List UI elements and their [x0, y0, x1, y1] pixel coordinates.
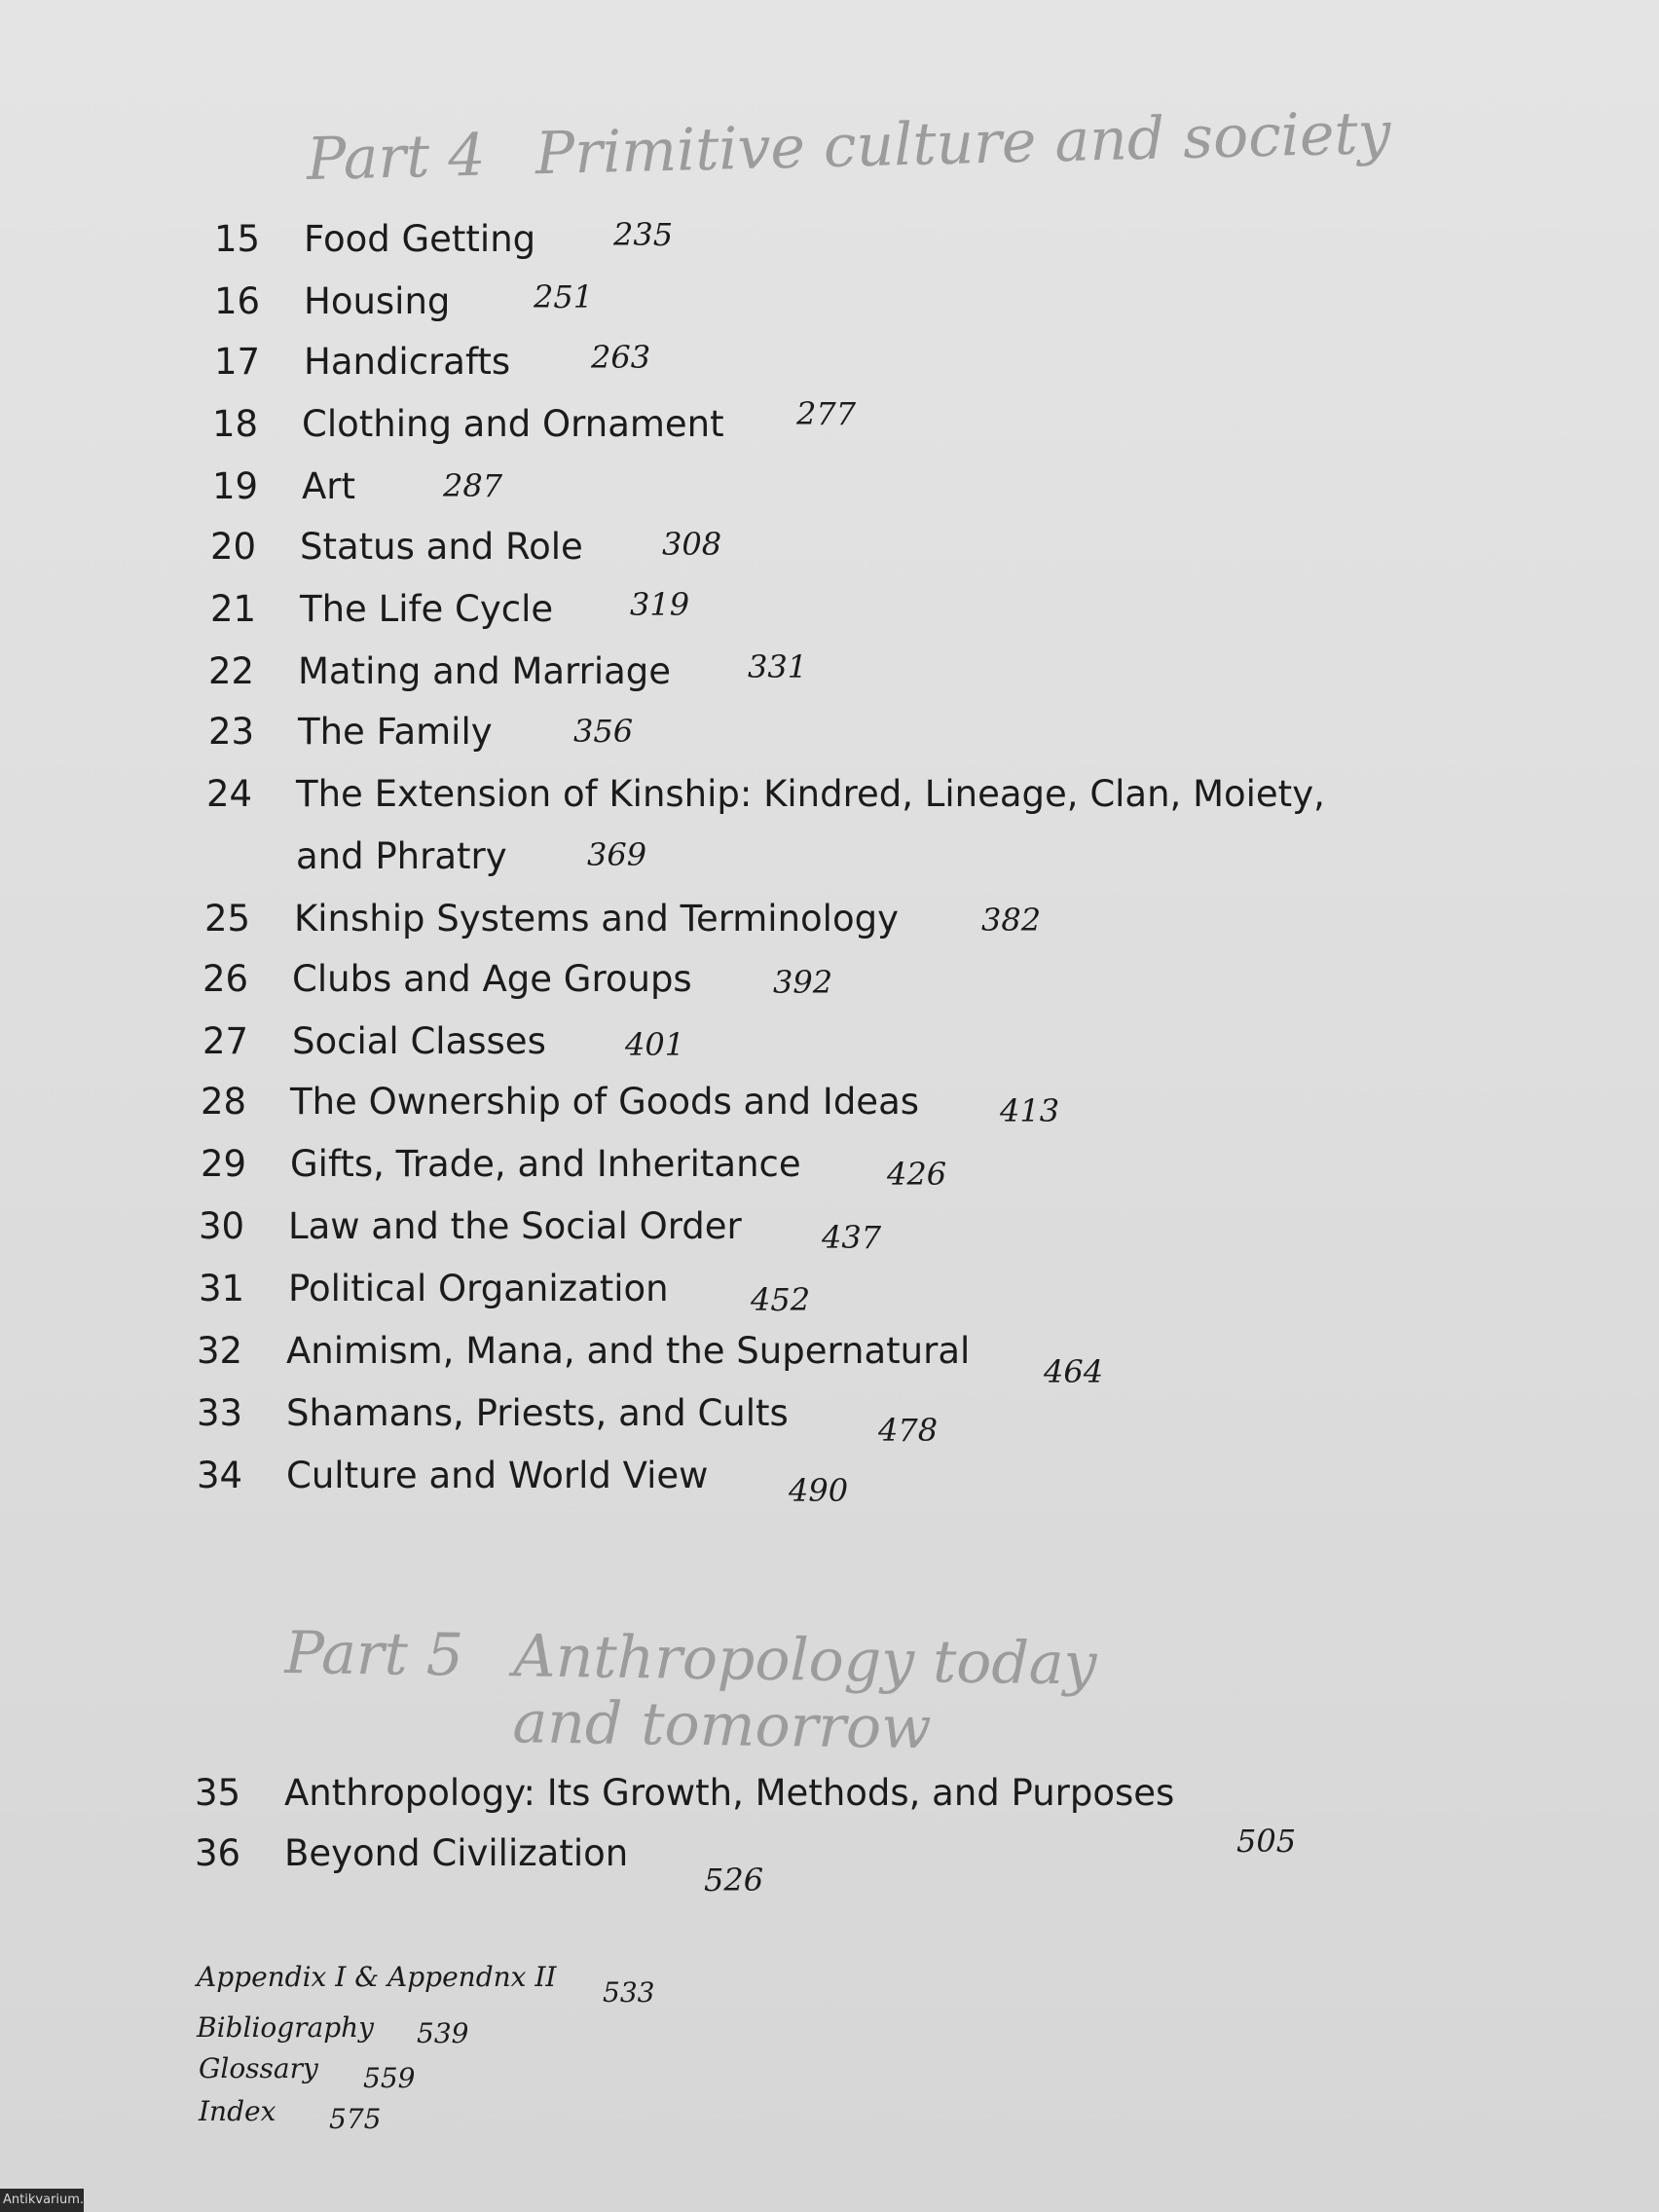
- chapter-title: Shamans, Priests, and Cults: [286, 1392, 789, 1434]
- chapter-number: 26: [203, 958, 249, 1000]
- chapter-title: Animism, Mana, and the Supernatural: [286, 1330, 971, 1372]
- back-matter-page-number: 559: [363, 2062, 416, 2094]
- chapter-page-number: 331: [748, 648, 808, 685]
- chapter-number: 30: [199, 1205, 245, 1247]
- chapter-page-number: 263: [591, 339, 651, 376]
- back-matter-page-number: 539: [417, 2017, 469, 2049]
- chapter-title-continued: and Phratry: [296, 835, 507, 877]
- chapter-page-number: 426: [887, 1156, 947, 1193]
- chapter-page-number: 464: [1044, 1353, 1104, 1390]
- chapter-title: The Ownership of Goods and Ideas: [290, 1081, 920, 1123]
- chapter-page-number: 308: [662, 526, 722, 563]
- chapter-number: 35: [195, 1772, 241, 1814]
- chapter-number: 23: [208, 711, 255, 753]
- chapter-number: 16: [214, 280, 261, 322]
- chapter-page-number: 526: [704, 1862, 764, 1899]
- chapter-title: Status and Role: [300, 526, 583, 568]
- chapter-number: 36: [195, 1832, 241, 1874]
- chapter-number: 31: [199, 1268, 245, 1309]
- chapter-title: Culture and World View: [286, 1455, 709, 1496]
- part-4-label: Part 4: [306, 121, 487, 194]
- chapter-title: Food Getting: [304, 218, 536, 260]
- chapter-page-number: 235: [613, 216, 674, 253]
- chapter-page-number: 505: [1236, 1823, 1297, 1860]
- chapter-number: 18: [212, 403, 259, 445]
- chapter-title: Social Classes: [292, 1020, 546, 1062]
- chapter-title: Mating and Marriage: [298, 650, 672, 692]
- back-matter-page-number: 533: [603, 1976, 655, 2009]
- chapter-page-number: 413: [1000, 1092, 1060, 1129]
- chapter-number: 19: [212, 465, 259, 507]
- chapter-page-number: 437: [822, 1219, 882, 1256]
- chapter-number: 24: [206, 773, 253, 815]
- chapter-page-number: 401: [625, 1026, 685, 1063]
- chapter-title: The Life Cycle: [300, 588, 554, 630]
- back-matter-title: Index: [199, 2095, 276, 2127]
- chapter-number: 17: [214, 341, 261, 383]
- part-4-heading: [306, 100, 1391, 193]
- back-matter-title: Glossary: [199, 2052, 318, 2084]
- chapter-number: 21: [210, 588, 257, 630]
- chapter-number: 27: [203, 1020, 249, 1062]
- chapter-title: The Family: [298, 711, 493, 753]
- chapter-page-number: 287: [443, 467, 503, 504]
- chapter-title: Law and the Social Order: [288, 1205, 742, 1247]
- chapter-page-number: 369: [587, 836, 647, 873]
- chapter-page-number: 478: [878, 1412, 939, 1449]
- chapter-page-number: 382: [981, 902, 1042, 939]
- chapter-number: 29: [201, 1143, 247, 1185]
- part-5-title: Anthropology today and tomorrow: [512, 1622, 1097, 1763]
- chapter-title: Political Organization: [288, 1268, 669, 1309]
- chapter-page-number: 251: [534, 278, 594, 315]
- back-matter-title: Bibliography: [197, 2011, 374, 2044]
- chapter-page-number: 319: [630, 586, 690, 623]
- chapter-title: Gifts, Trade, and Inheritance: [290, 1143, 801, 1185]
- chapter-number: 20: [210, 526, 257, 568]
- chapter-page-number: 392: [773, 964, 833, 1001]
- chapter-number: 32: [197, 1330, 243, 1372]
- chapter-title: Clothing and Ornament: [302, 403, 724, 445]
- watermark: Antikvarium.hu: [0, 2189, 84, 2212]
- chapter-number: 28: [201, 1081, 247, 1123]
- chapter-page-number: 452: [751, 1281, 811, 1318]
- chapter-title: Art: [302, 465, 356, 507]
- chapter-title: Housing: [304, 280, 451, 322]
- chapter-number: 22: [208, 650, 255, 692]
- part-4-title: Primitive culture and society: [535, 98, 1392, 189]
- chapter-number: 33: [197, 1392, 243, 1434]
- chapter-title: Clubs and Age Groups: [292, 958, 692, 1000]
- part-5-heading: [283, 1620, 1215, 1765]
- chapter-title: Handicrafts: [304, 341, 511, 383]
- chapter-title: Anthropology: Its Growth, Methods, and Purposes: [284, 1772, 1175, 1814]
- part-5-label: Part 5: [283, 1619, 464, 1690]
- chapter-page-number: 490: [789, 1472, 849, 1509]
- chapter-title: Kinship Systems and Terminology: [294, 898, 899, 940]
- chapter-page-number: 356: [573, 713, 634, 750]
- back-matter-page-number: 575: [329, 2103, 382, 2135]
- back-matter-title: Appendix I & Appendnx II: [197, 1961, 557, 1993]
- chapter-number: 34: [197, 1455, 243, 1496]
- chapter-page-number: 277: [796, 395, 857, 432]
- chapter-title: Beyond Civilization: [284, 1832, 629, 1874]
- chapter-title: The Extension of Kinship: Kindred, Lineage, Clan, Moiety,: [296, 773, 1325, 815]
- chapter-number: 15: [214, 218, 261, 260]
- chapter-number: 25: [204, 898, 251, 940]
